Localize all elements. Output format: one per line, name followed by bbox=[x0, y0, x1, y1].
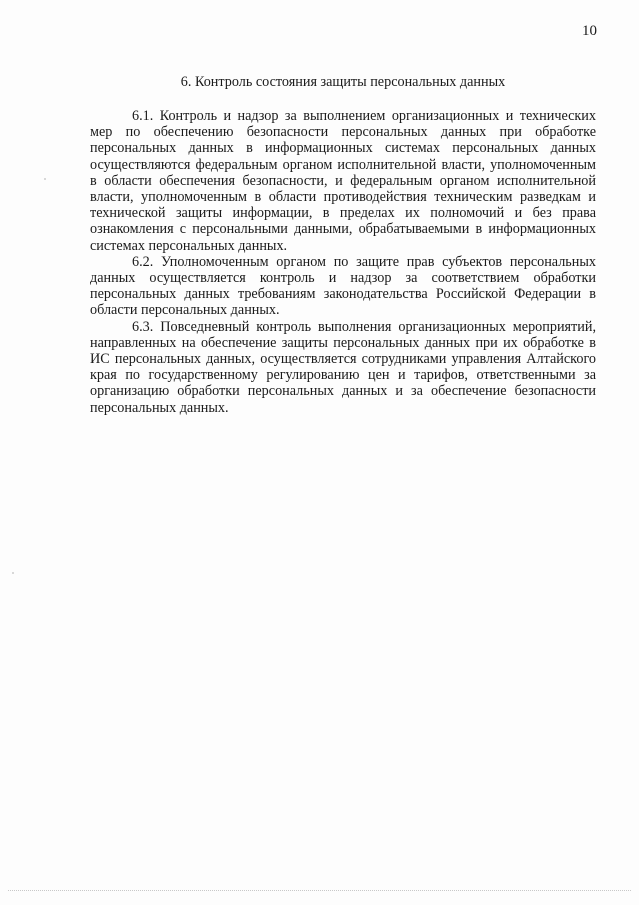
section-title: 6. Контроль состояния защиты персональных данных bbox=[180, 74, 506, 90]
scan-speck bbox=[44, 178, 46, 180]
page-bottom-edge bbox=[8, 890, 631, 891]
paragraph-6-1: 6.1. Контроль и надзор за выполнением организационных и технических мер по обеспечению безопасности персональных данных при обработке персональных данных в информационных системах персональных данных осуществляются федеральным органом исполнительной власти, уполномоченным в области обеспечения безопасности, и федеральным органом исполнительной власти, уполномоченным в области противодействия техническим разведкам и технической защиты информации, в пределах их полномочий и без права ознакомления с персональными данными, обрабатываемыми в информационных системах персональных данных. bbox=[90, 108, 596, 254]
paragraph-6-3: 6.3. Повседневный контроль выполнения организационных мероприятий, направленных на обеспечение защиты персональных данных при их обработке в ИС персональных данных, осуществляется сотрудниками управления Алтайского края по государственному регулированию цен и тарифов, ответственными за организацию обработки персональных данных и за обеспечение безопасности персональных данных. bbox=[90, 318, 596, 416]
paragraph-6-2: 6.2. Уполномоченным органом по защите прав субъектов персональных данных осуществляется контроль и надзор за соответствием обработки персональных данных требованиям законодательства Российской Федерации в области персональных данных. bbox=[90, 253, 596, 319]
section-body bbox=[90, 108, 596, 416]
page-number: 10 bbox=[582, 23, 597, 39]
scan-speck bbox=[12, 572, 14, 574]
